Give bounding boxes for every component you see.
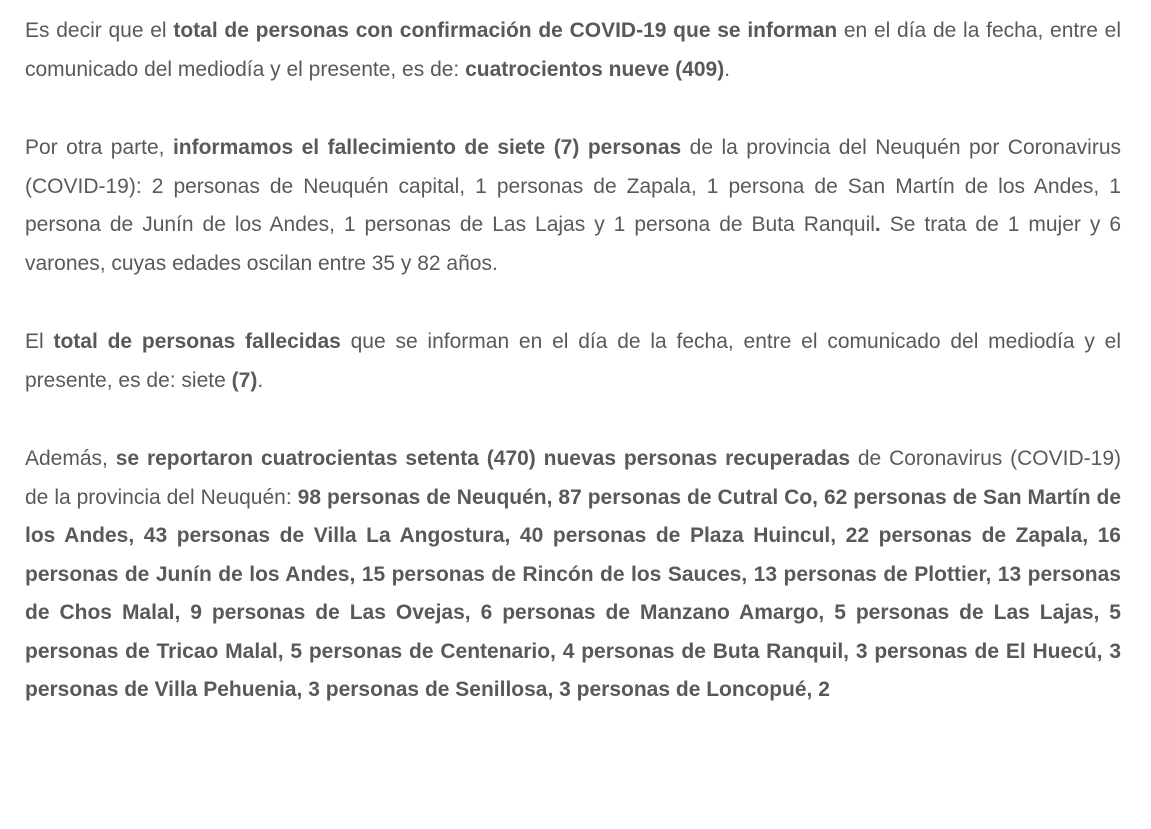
bold-segment: cuatrocientos nueve (409): [465, 57, 725, 81]
bold-segment: .: [874, 213, 881, 236]
paragraph-total-confirmed: [25, 12, 1121, 89]
bold-segment: 98 personas de Neuquén, 87 personas de Cutral Co, 62 personas de San Martín de los Andes, 43 personas de Villa La Angostura, 40 personas de Plaza Huincul, 22 personas de Zapala, 16 personas de Junín de los Andes, 15 personas de Rincón de los Sauces, 13 personas de Plottier, 13 personas de Chos Malal, 9 personas de Las Ovejas, 6 personas de Manzano Amargo, 5 personas de Las Lajas, 5 personas de Tricao Malal, 5 personas de Centenario, 4 personas de Buta Ranquil, 3 personas de El Huecú, 3 personas de Villa Pehuenia, 3 personas de Senillosa, 3 personas de Loncopué, 2: [25, 485, 1122, 701]
text-segment: Es decir que el: [25, 19, 174, 42]
text-segment: El: [25, 330, 54, 353]
text-segment: Además,: [25, 447, 116, 470]
bold-segment: se reportaron cuatrocientas setenta (470) nuevas personas recuperadas: [115, 447, 851, 470]
bold-segment: total de personas con confirmación de COVID-19 que se informan: [173, 19, 838, 42]
document-body: [25, 12, 1121, 710]
bold-segment: informamos el fallecimiento de siete (7) personas: [172, 136, 682, 159]
text-segment: Se trata de 1 mujer y 6 varones, cuyas edades oscilan entre 35 y 82 años.: [25, 213, 1121, 275]
text-segment: .: [724, 57, 731, 81]
text-segment: de Coronavirus (COVID-19) de la provincia del Neuquén:: [25, 447, 1121, 509]
text-segment: .: [257, 368, 264, 392]
text-segment: Por otra parte,: [25, 136, 173, 159]
paragraph-recovered: [25, 440, 1121, 710]
bold-segment: (7): [231, 368, 258, 392]
paragraph-total-deaths: [25, 323, 1121, 400]
paragraph-deaths: [25, 129, 1121, 283]
bold-segment: total de personas fallecidas: [53, 330, 341, 353]
text-segment: que se informan en el día de la fecha, entre el comunicado del mediodía y el presente, es de: siete: [25, 330, 1122, 392]
text-segment: de la provincia del Neuquén por Coronavirus (COVID-19): 2 personas de Neuquén capital, 1 personas de Zapala, 1 persona de San Martín de los Andes, 1 persona de Junín de los Andes, 1 personas de Las Lajas y 1 persona de Buta Ranquil: [25, 136, 1121, 236]
text-segment: en el día de la fecha, entre el comunicado del mediodía y el presente, es de:: [25, 19, 1121, 81]
